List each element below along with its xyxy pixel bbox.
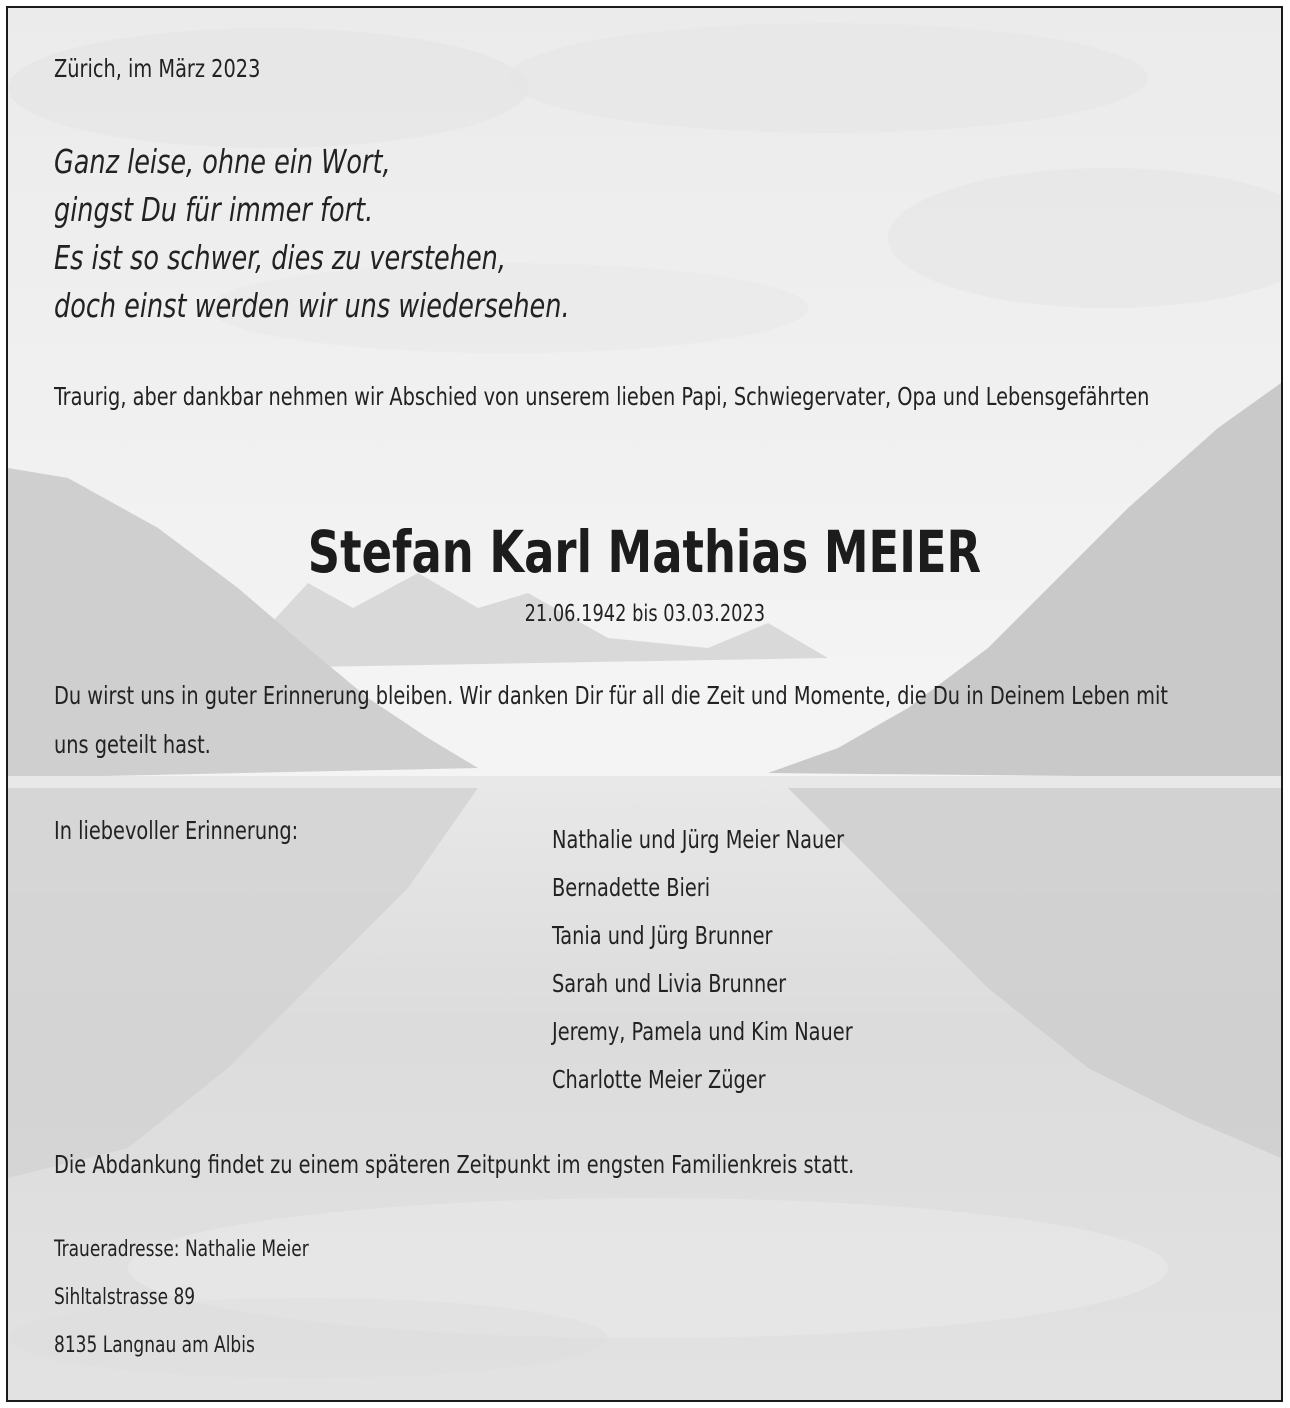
mourner-item: Bernadette Bieri [552, 873, 711, 902]
poem-line: Es ist so schwer, dies zu verstehen, [54, 238, 506, 277]
mourner-item: Nathalie und Jürg Meier Nauer [552, 825, 845, 854]
mourners-list [552, 816, 853, 1104]
mourner-item: Sarah und Livia Brunner [552, 969, 787, 998]
mourner-item: Jeremy, Pamela und Kim Nauer [552, 1017, 853, 1046]
mourner-item: Tania und Jürg Brunner [552, 921, 773, 950]
poem-line: Ganz leise, ohne ein Wort, [54, 142, 391, 181]
deceased-name-heading [8, 518, 1281, 586]
mourning-address [54, 1226, 309, 1370]
poem-line: gingst Du für immer fort. [54, 190, 374, 229]
deceased-name: Stefan Karl Mathias MEIER [307, 518, 982, 586]
place-and-date: Zürich, im März 2023 [54, 54, 261, 83]
ceremony-notice: Die Abdankung findet zu einem späteren Zeitpunkt im engsten Familienkreis statt. [54, 1150, 855, 1179]
poem-line: doch einst werden wir uns wiedersehen. [54, 286, 570, 325]
memory-label: In liebevoller Erinnerung: [54, 816, 299, 845]
address-line: 8135 Langnau am Albis [54, 1333, 255, 1358]
lifespan-row [8, 601, 1281, 627]
remembrance-message: Du wirst uns in guter Erinnerung bleiben. Wir danken Dir für all die Zeit und Momente, die Du in Deinem Leben mit uns geteilt hast. [54, 681, 1168, 759]
mourner-item: Charlotte Meier Züger [552, 1065, 766, 1094]
lifespan-dates: 21.06.1942 bis 03.03.2023 [524, 601, 765, 627]
farewell-intro: Traurig, aber dankbar nehmen wir Abschied von unserem lieben Papi, Schwiegervater, Opa und Lebensgefährten [54, 382, 1150, 411]
address-line: Traueradresse: Nathalie Meier [54, 1237, 309, 1262]
address-line: Sihltalstrasse 89 [54, 1285, 196, 1310]
obituary-notice [6, 6, 1283, 1402]
poem [54, 138, 570, 330]
